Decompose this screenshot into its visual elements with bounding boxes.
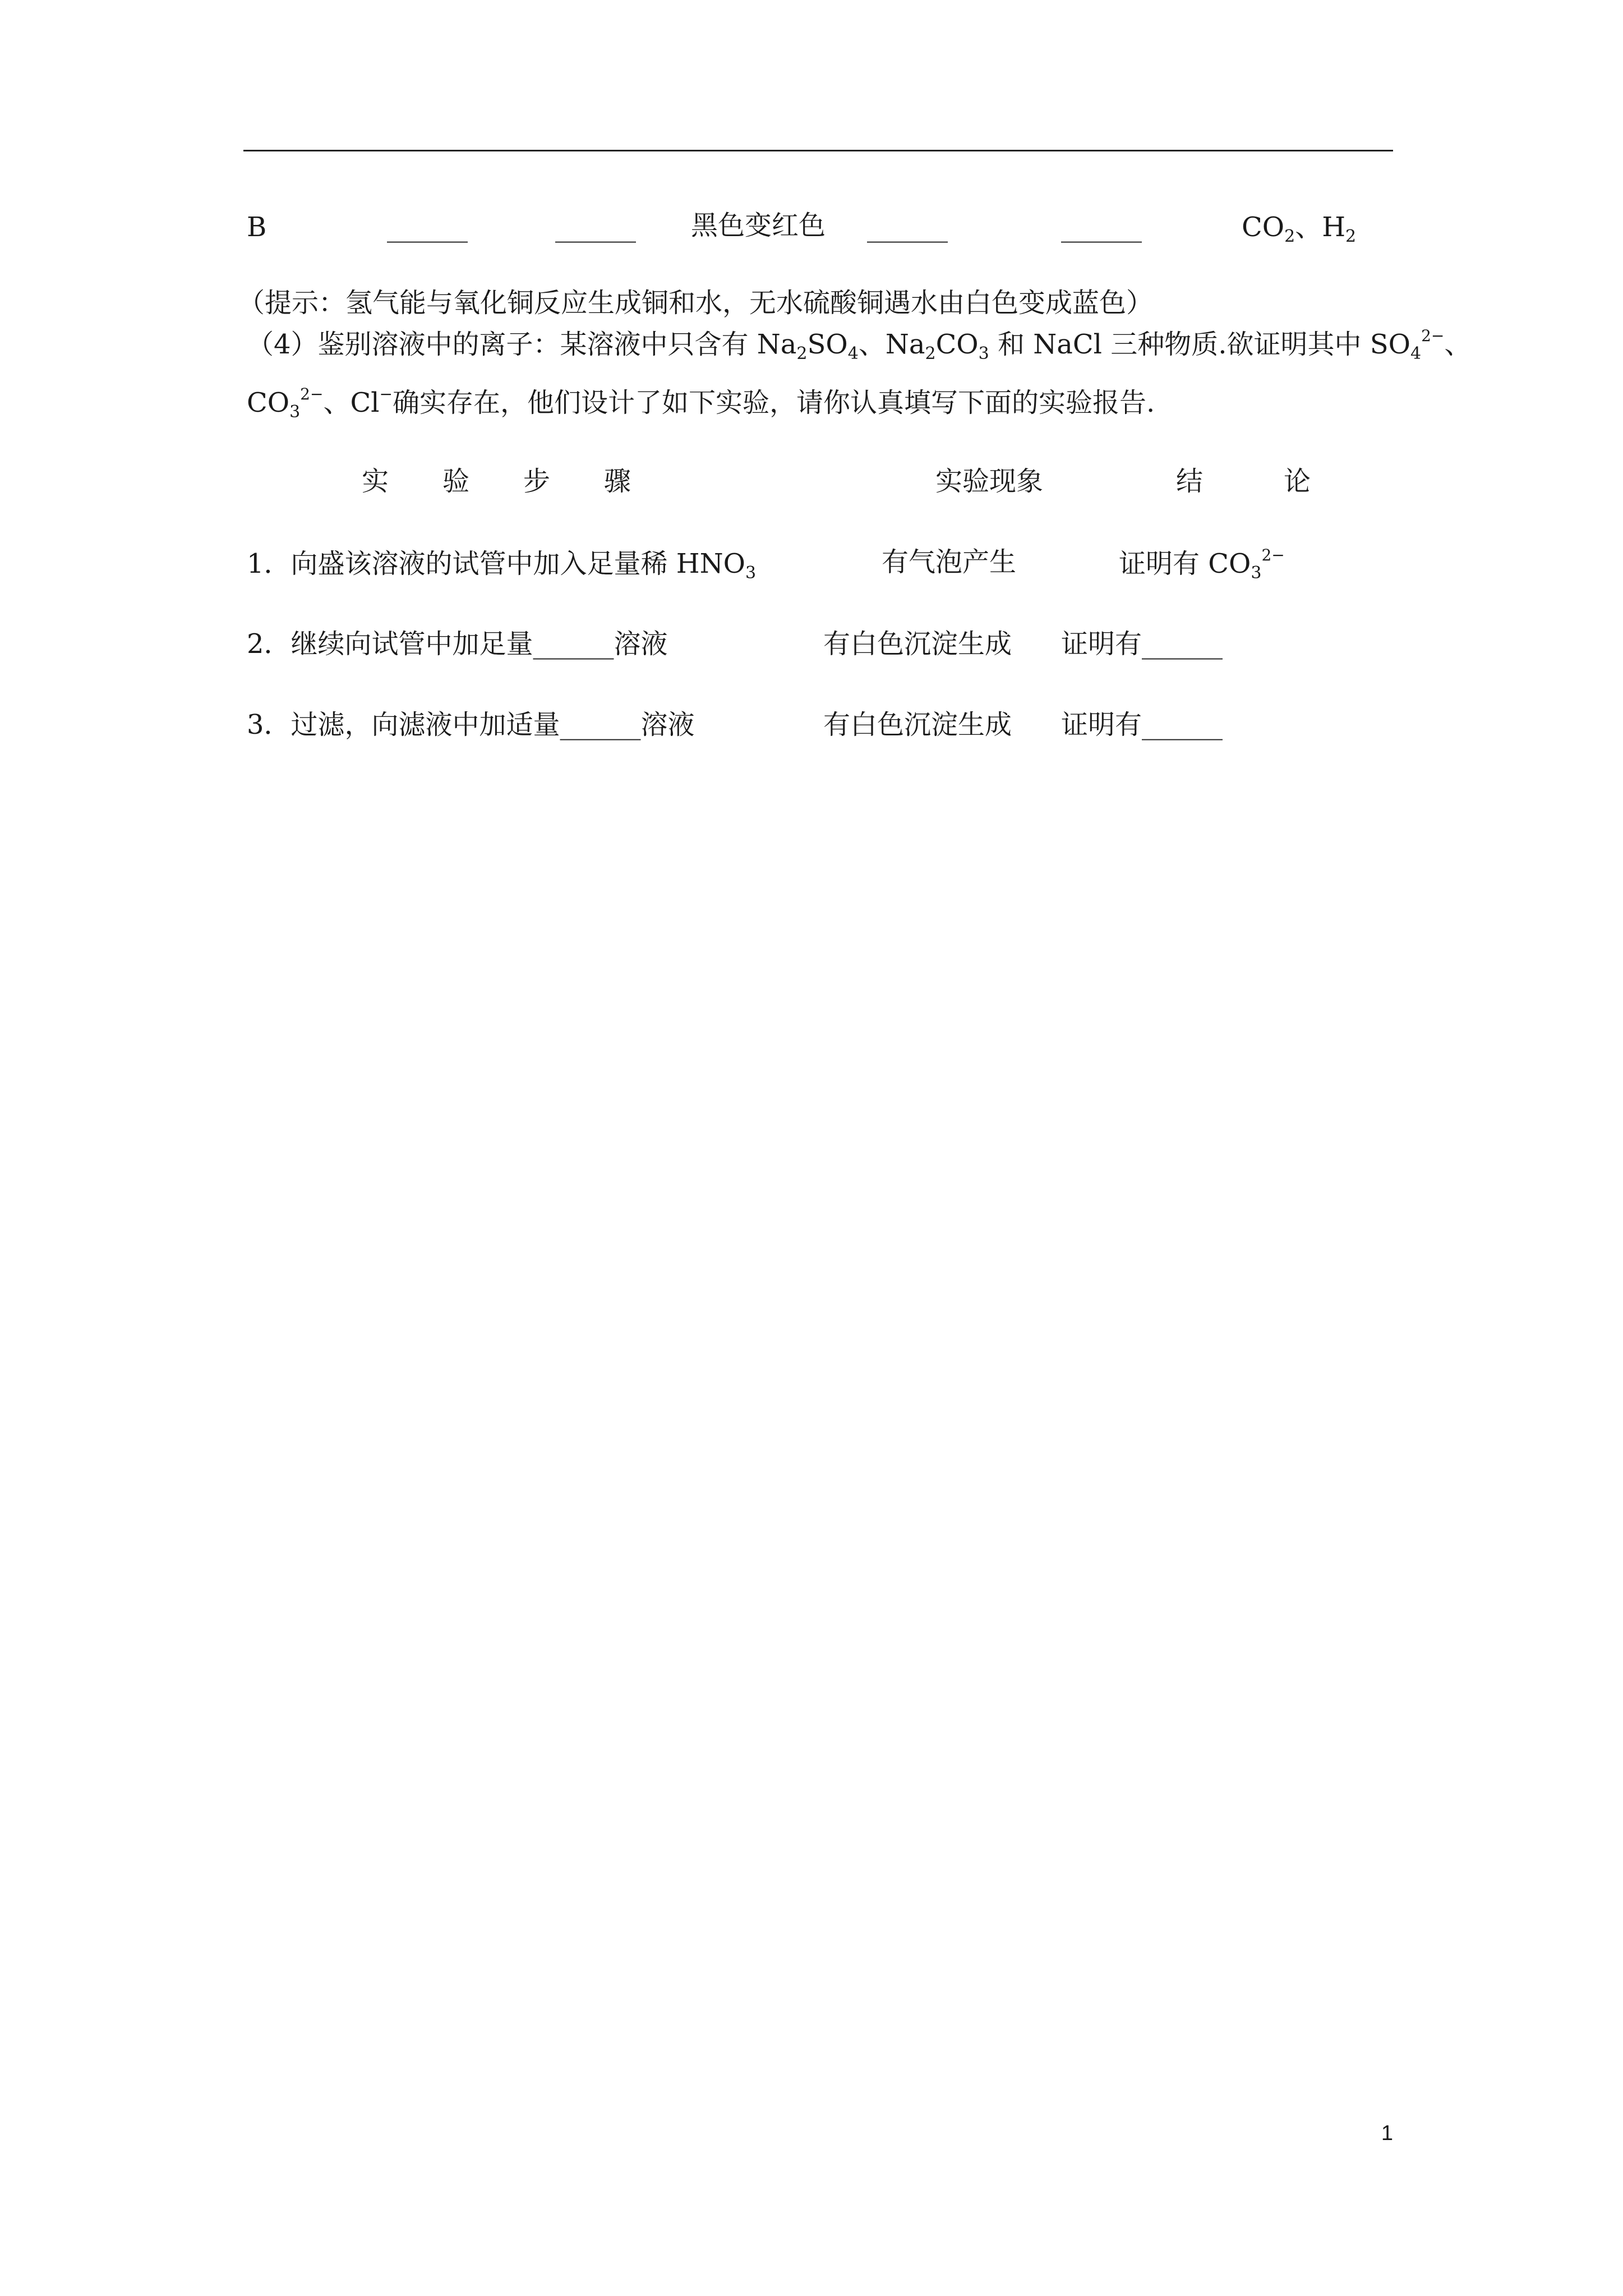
question-4-line-1: （4）鉴别溶液中的离子：某溶液中只含有 $Na_2SO_4$、$Na_2CO_3$ 和 NaCl 三种物质.欲证明其中 $SO_4^{2-}$、 [247, 326, 1472, 364]
table-row-3-phenomenon: 有白色沉淀生成 [823, 709, 1012, 740]
row-b-observation: 黑色变红色 [691, 210, 826, 241]
row-b-blank-3: ______ [867, 211, 948, 243]
table-row-3-step: 3．过滤，向滤液中加适量______溶液 [247, 709, 695, 740]
header-rule [243, 150, 1393, 151]
row-b-blank-2: ______ [555, 211, 636, 243]
table-row-1-conclusion: 证明有 $CO_3^{2-}$ [1119, 546, 1285, 583]
table-header-steps: 实 验 步 骤 [362, 466, 631, 497]
row-b-label: B [247, 211, 267, 243]
table-header-phenomenon: 实验现象 [935, 466, 1044, 497]
table-row-2-conclusion: 证明有______ [1061, 628, 1223, 660]
row-b-gases: $CO_2$、$H_2$ [1242, 211, 1357, 246]
row-b-blank-4: ______ [1061, 211, 1142, 243]
table-row-3-conclusion: 证明有______ [1061, 709, 1223, 740]
table-row-2-phenomenon: 有白色沉淀生成 [823, 628, 1012, 660]
table-row-2-step: 2．继续向试管中加足量______溶液 [247, 628, 668, 660]
table-row-1-step: 1．向盛该溶液的试管中加入足量稀 $HNO_3$ [247, 548, 757, 583]
row-b-blank-1: ______ [387, 211, 468, 243]
table-row-1-phenomenon: 有气泡产生 [882, 546, 1017, 578]
table-header-conclusion: 结 论 [1176, 466, 1311, 497]
question-4-line-2: $CO_3^{2-}$、Cl−确实存在，他们设计了如下实验，请你认真填写下面的实验报告. [247, 385, 1155, 422]
hint-text: （提示：氢气能与氧化铜反应生成铜和水，无水硫酸铜遇水由白色变成蓝色） [238, 287, 1154, 319]
page-number: 1 [1381, 2122, 1393, 2145]
